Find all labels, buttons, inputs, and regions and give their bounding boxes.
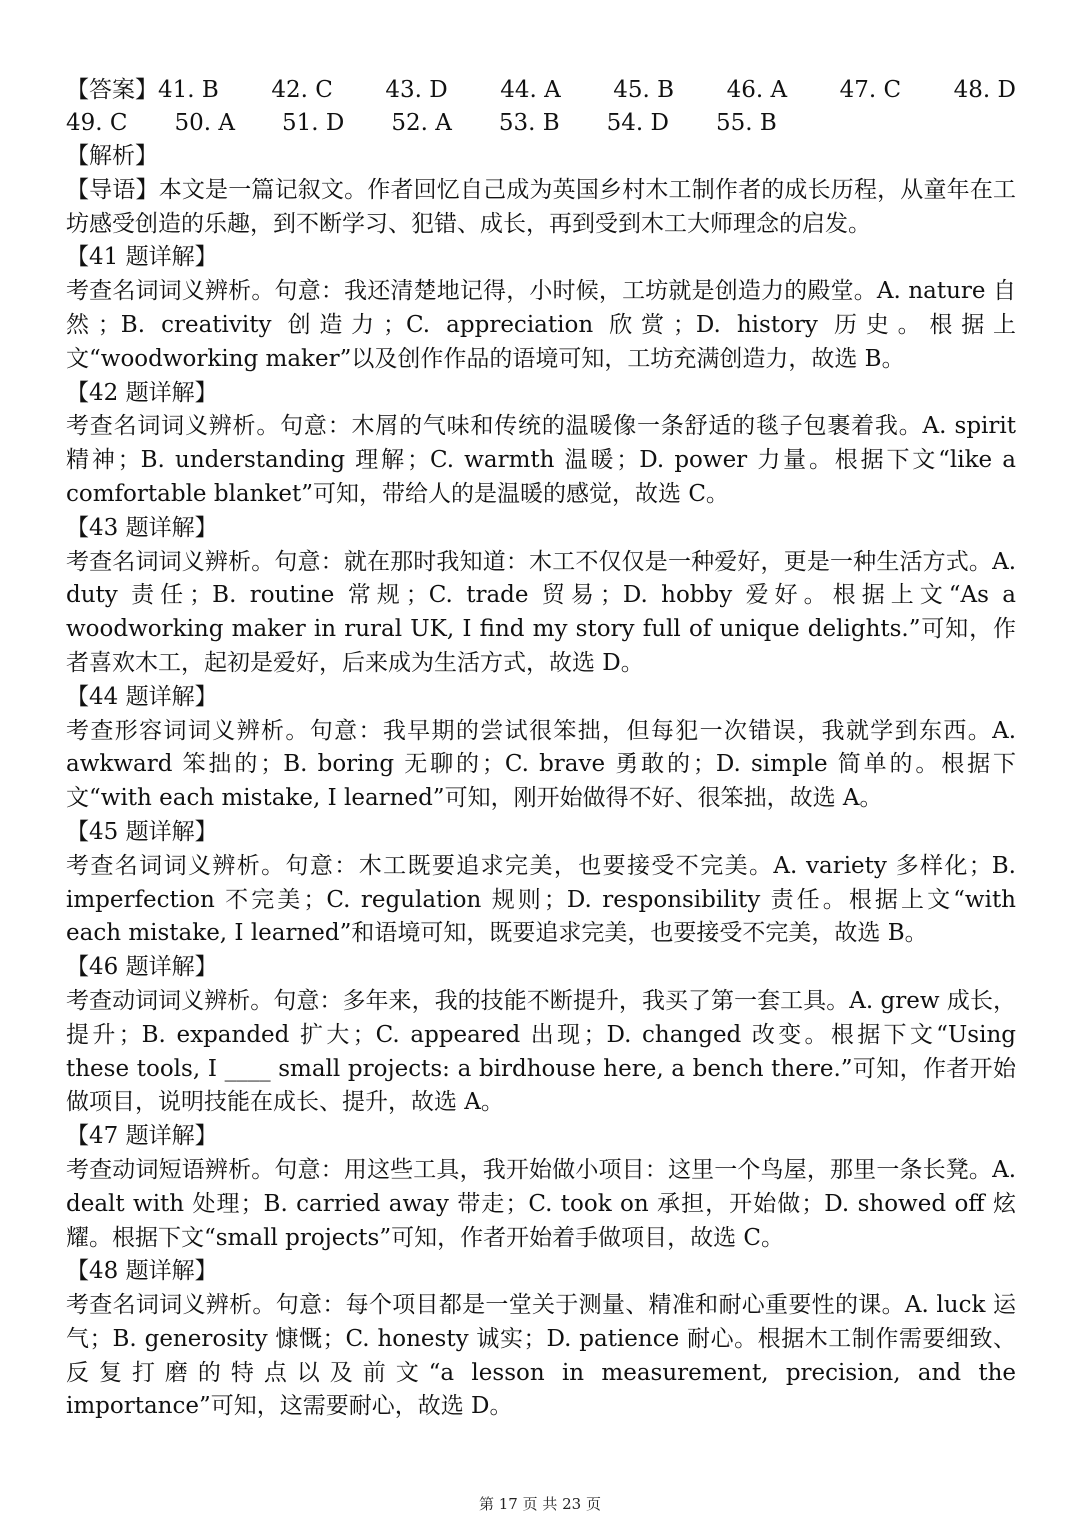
answer-item: 52. A	[391, 110, 452, 136]
answer-row-1	[66, 74, 1016, 107]
item-title-42: 【42 题详解】	[66, 379, 218, 406]
answer-item: 53. B	[498, 110, 560, 136]
item-text-45: 考查名词词义辨析。句意：木工既要追求完美，也要接受不完美。A. variety 多样化；B. imperfection 不完美；C. regulation 规则；D. responsibility 责任。根据上文“with each mistake, I learned”和语境可知，既要追求完美，也要接受不完美，故选 B。	[66, 852, 1016, 947]
answer-item: 50. A	[174, 110, 235, 136]
item-text-46: 考查动词词义辨析。句意：多年来，我的技能不断提升，我买了第一套工具。A. grew 成长，提升；B. expanded 扩大；C. appeared 出现；D. changed 改变。根据下文“Using these tools, I ____ small projects: a birdhouse here, a bench there.”可知，作者开始做项目，说明技能在成长、提升，故选 A。	[66, 987, 1016, 1116]
item-title-44: 【44 题详解】	[66, 683, 218, 710]
item-text-43: 考查名词词义辨析。句意：就在那时我知道：木工不仅仅是一种爱好，更是一种生活方式。A. duty 责任；B. routine 常规；C. trade 贸易；D. hobby 爱好。根据上文“As a woodworking maker in rural UK, I find my story full of unique delights.”可知，作者喜欢木工，起初是爱好，后来成为生活方式，故选 D。	[66, 548, 1016, 676]
item-text-41: 考查名词词义辨析。句意：我还清楚地记得，小时候，工坊就是创造力的殿堂。A. nature 自然；B. creativity 创造力；C. appreciation 欣赏；D. history 历史。根据上文“woodworking maker”以及创作作品的语境可知，工坊充满创造力，故选 B。	[66, 278, 1016, 372]
answer-item: 46. A	[726, 77, 788, 103]
item-text-48: 考查名词词义辨析。句意：每个项目都是一堂关于测量、精准和耐心重要性的课。A. luck 运气；B. generosity 慷慨；C. honesty 诚实；D. patience 耐心。根据木工制作需要细致、反复打磨的特点以及前文“a lesson in measurement, precision, and the importance”可知，这需要耐心，故选 D。	[66, 1292, 1016, 1420]
item-text-42: 考查名词词义辨析。句意：木屑的气味和传统的温暖像一条舒适的毯子包裹着我。A. spirit 精神；B. understanding 理解；C. warmth 温暖；D. power 力量。根据下文“like a comfortable blanket”可知，带给人的是温暖的感觉，故选 C。	[66, 413, 1016, 507]
item-title-41: 【41 题详解】	[66, 244, 218, 271]
answer-row-2	[66, 107, 1016, 140]
answer-item: 55. B	[715, 110, 777, 136]
page-footer: 第 17 页 共 23 页	[478, 1495, 601, 1513]
answer-item: 51. D	[282, 110, 345, 136]
answer-label-and-first	[66, 74, 219, 107]
answer-item: 42. C	[271, 77, 333, 103]
item-title-43: 【43 题详解】	[66, 514, 218, 541]
intro-paragraph: 【导语】本文是一篇记叙文。作者回忆自己成为英国乡村木工制作者的成长历程，从童年在工坊感受创造的乐趣，到不断学习、犯错、成长，再到受到木工大师理念的启发。	[66, 176, 1016, 237]
item-title-45: 【45 题详解】	[66, 818, 218, 845]
item-title-48: 【48 题详解】	[66, 1258, 218, 1285]
answer-item: 54. D	[606, 110, 669, 136]
answer-item: 44. A	[500, 77, 561, 103]
item-title-46: 【46 题详解】	[66, 954, 218, 981]
answer-item: 47. C	[839, 77, 902, 103]
answer-item: 48. D	[953, 77, 1016, 103]
answer-item: 41. B	[158, 77, 219, 103]
item-text-47: 考查动词短语辨析。句意：用这些工具，我开始做小项目：这里一个鸟屋，那里一条长凳。A. dealt with 处理；B. carried away 带走；C. took on 承担，开始做；D. showed off 炫耀。根据下文“small projects”可知，作者开始着手做项目，故选 C。	[66, 1156, 1016, 1251]
answer-item: 45. B	[613, 77, 675, 103]
answer-item: 49. C	[66, 110, 128, 136]
item-title-47: 【47 题详解】	[66, 1123, 218, 1150]
document-page	[66, 74, 1016, 1424]
item-text-44: 考查形容词词义辨析。句意：我早期的尝试很笨拙，但每犯一次错误，我就学到东西。A. awkward 笨拙的；B. boring 无聊的；C. brave 勇敢的；D. simple 简单的。根据下文“with each mistake, I learned”可知，刚开始做得不好、很笨拙，故选 A。	[66, 717, 1016, 812]
answer-item: 43. D	[385, 77, 448, 103]
answer-label: 【答案】	[66, 77, 158, 103]
analysis-label: 【解析】	[66, 143, 158, 169]
